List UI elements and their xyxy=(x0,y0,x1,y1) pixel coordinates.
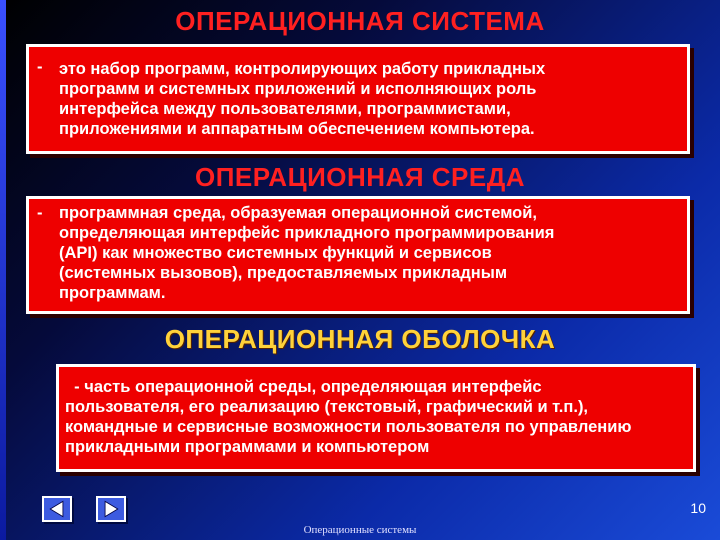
section3-definition-box xyxy=(56,364,696,472)
section2-line: программная среда, образуемая операционной системой, xyxy=(59,204,537,222)
left-accent-bar xyxy=(0,0,6,540)
section2-dash: - xyxy=(37,204,43,222)
section3-line: - часть операционной среды, определяющая интерфейс xyxy=(65,378,542,396)
triangle-left-icon xyxy=(44,498,70,520)
section3-line: командные и сервисные возможности пользователя по управлению xyxy=(65,418,632,436)
section3-title: ОПЕРАЦИОННАЯ ОБОЛОЧКА xyxy=(164,324,556,354)
section2-title: ОПЕРАЦИОННАЯ СРЕДА xyxy=(195,162,525,192)
section1-line: программ и системных приложений и исполняющих роль xyxy=(59,80,537,98)
footer-text: Операционные системы xyxy=(303,524,417,536)
section1-line: это набор программ, контролирующих работу прикладных xyxy=(59,60,546,78)
section3-line: прикладными программами и компьютером xyxy=(65,438,430,456)
section1-dash: - xyxy=(37,58,43,76)
section1-definition-box xyxy=(26,44,690,154)
section1-line: интерфейса между пользователями, программистами, xyxy=(59,100,511,118)
section2-line: программам. xyxy=(59,284,166,302)
section3-line: пользователя, его реализацию (текстовый, графический и т.п.), xyxy=(65,398,589,416)
section2-line: (системных вызовов), предоставляемых прикладным xyxy=(59,264,508,282)
section1-line: приложениями и аппаратным обеспечением компьютера. xyxy=(59,120,535,138)
section2-line: определяющая интерфейс прикладного программирования xyxy=(59,224,555,242)
section2-line: (API) как множество системных функций и сервисов xyxy=(59,244,492,262)
page-number: 10 xyxy=(690,500,706,516)
section1-title: ОПЕРАЦИОННАЯ СИСТЕМА xyxy=(175,6,545,36)
triangle-right-icon xyxy=(98,498,124,520)
next-slide-button[interactable] xyxy=(96,496,126,522)
section2-definition-box xyxy=(26,196,690,314)
previous-slide-button[interactable] xyxy=(42,496,72,522)
